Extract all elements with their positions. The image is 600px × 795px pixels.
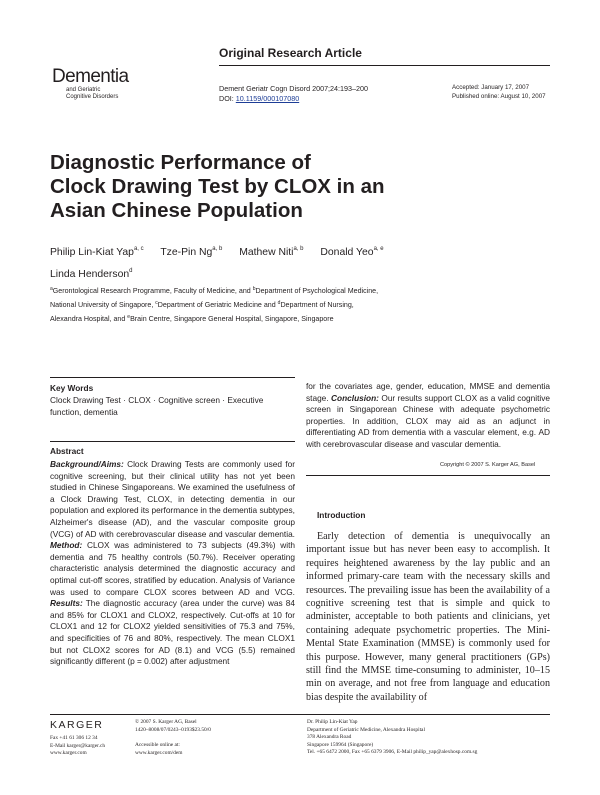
citation-line: Dement Geriatr Cogn Disord 2007;24:193–200 xyxy=(219,84,369,93)
publisher-email[interactable]: E-Mail karger@karger.ch xyxy=(50,742,106,749)
journal-sub-line: and Geriatric xyxy=(66,87,101,93)
author: Linda Henderson$^d$ xyxy=(50,268,133,280)
header-rule xyxy=(219,65,550,66)
keywords-rule xyxy=(50,377,295,378)
correspondence: Dr. Philip Lin-Kiat Yap Department of Geriatric Medicine, Alexandra Hospital 378 Alexandra Road Singapore 159964 (Singapore) Tel. +65 6472 2000, Fax +65 6379 3906, E-Mail philip_yap@alexhosp.com.sg xyxy=(307,719,478,756)
affiliation-line: Alexandra Hospital, and $^e$Brain Centre, Singapore General Hospital, Singapore, Singapore xyxy=(50,314,334,323)
author: Mathew Niti$^{a, b}$ xyxy=(239,246,304,258)
article-dates xyxy=(452,84,546,101)
online-access: Accessible online at: www.karger.com/dem xyxy=(135,742,183,756)
published-date: Published online: August 10, 2007 xyxy=(452,92,546,100)
title-line: Asian Chinese Population xyxy=(50,199,303,222)
publisher-website[interactable]: www.karger.com xyxy=(50,750,87,757)
journal-website[interactable]: www.karger.com/dem xyxy=(135,749,183,756)
title-line: Clock Drawing Test by CLOX in an xyxy=(50,175,385,198)
citation xyxy=(219,84,368,104)
author: Tze-Pin Ng$^{a, b}$ xyxy=(160,246,223,258)
publisher-logo: KARGER xyxy=(50,719,104,731)
author: Donald Yeo$^{a, e}$ xyxy=(320,246,384,258)
affiliation-line: $^a$Gerontological Research Programme, Faculty of Medicine, and $^b$Department of Psychological Medicine, xyxy=(50,286,379,295)
author-line xyxy=(50,240,570,262)
title-line: Diagnostic Performance of xyxy=(50,151,311,174)
doi-link[interactable]: 10.1159/000107080 xyxy=(235,94,300,103)
affiliation-line: National University of Singapore, $^c$Department of Geriatric Medicine and $^d$Department of Nursing, xyxy=(50,300,354,309)
keywords-text: Clock Drawing Test · CLOX · Cognitive screen · Executive function, dementia xyxy=(50,395,264,417)
article-type: Original Research Article xyxy=(219,46,362,60)
author: Philip Lin-Kiat Yap$^{a, c}$ xyxy=(50,246,144,258)
journal-logo-subtitle xyxy=(66,87,118,101)
accepted-date: Accepted: January 17, 2007 xyxy=(452,84,530,91)
abstract-text: Background/Aims: Clock Drawing Tests are commonly used for cognitive screening, but their clinical utility has not yet been studied in Chinese Singaporeans. We examined the usefulness of a Clock Drawing Test, CLOX, in detecting dementia in our population and explored its performance in the dementia subtypes, Alzheimer's disease (AD), and the vascular composite group (VCG) of AD with cerebrovascular disease and vascular dementia. Method: CLOX was administered to 73 subjects (49.3%) with dementia and 75 healthy controls (50.7%). Receiver operating characteristic analysis determined the diagnostic accuracy and optimal cut-off scores, stratified by education. Analysis of Variance was used to compare CLOX scores between AD and VCG. Results: The diagnostic accuracy (area under the curve) was 84 and 85% for CLOX1 and CLOX2, respectively. Cut-offs at 10 for CLOX1 and 12 for CLOX2 yielded sensitivities of 75.3 and 75%, and specificities of 76 and 80%, respectively. The mean CLOX1 but not CLOX2 scores for AD (8.1) and VCG (5.5) remained significantly different (p = 0.002) after adjustment xyxy=(50,459,295,667)
article-title xyxy=(50,151,480,223)
publisher-contact: Fax +41 61 306 12 34 E-Mail karger@karger.ch www.karger.com xyxy=(50,735,106,757)
author-list xyxy=(50,240,570,284)
abstract-end-rule xyxy=(306,475,550,476)
copyright-notice: Copyright © 2007 S. Karger AG, Basel xyxy=(440,462,536,468)
journal-sub-line: Cognitive Disorders xyxy=(66,94,119,100)
footer-rule xyxy=(50,714,550,715)
doi-line xyxy=(219,94,368,104)
abstract-continued: for the covariates age, gender, education, MMSE and dementia stage. Conclusion: Our results support CLOX as a valid cognitive screen in Singaporean Chinese with adequate psychometric properties. In addition, CLOX may aid as an adjunct in differentiating AD from dementia with a vascular element, e.g. AD with cerebrovascular disease and vascular dementia. xyxy=(306,381,550,449)
introduction-heading: Introduction xyxy=(317,510,366,520)
doi-label: DOI: xyxy=(219,94,236,103)
abstract-rule xyxy=(50,441,295,442)
publication-info: © 2007 S. Karger AG, Basel 1420–8008/07/0243–0193$23.50/0 xyxy=(135,719,211,733)
author-line xyxy=(50,262,570,284)
keywords-heading: Key Words xyxy=(50,383,94,393)
introduction-text: Early detection of dementia is unequivocally an important issue but has never been easy to accomplish. It requires heightened awareness by the lay public and an informed primary-care team with the necessary skills and resources. The prevailing issue has been the availability of a cognitive screening test that is simple and quick to administer, acceptable to both patients and clinicians, yet containing adequate psychometric properties. The Mini-Mental State Examination (MMSE) is commonly used for this purpose. However, many general practitioners (GPs) still find the MMSE time-consuming to administer, 10–15 min on average, and not free from language and education bias despite the availability of xyxy=(306,531,550,703)
abstract-heading: Abstract xyxy=(50,446,84,456)
journal-logo: Dementia xyxy=(52,66,129,87)
affiliations xyxy=(50,283,570,325)
